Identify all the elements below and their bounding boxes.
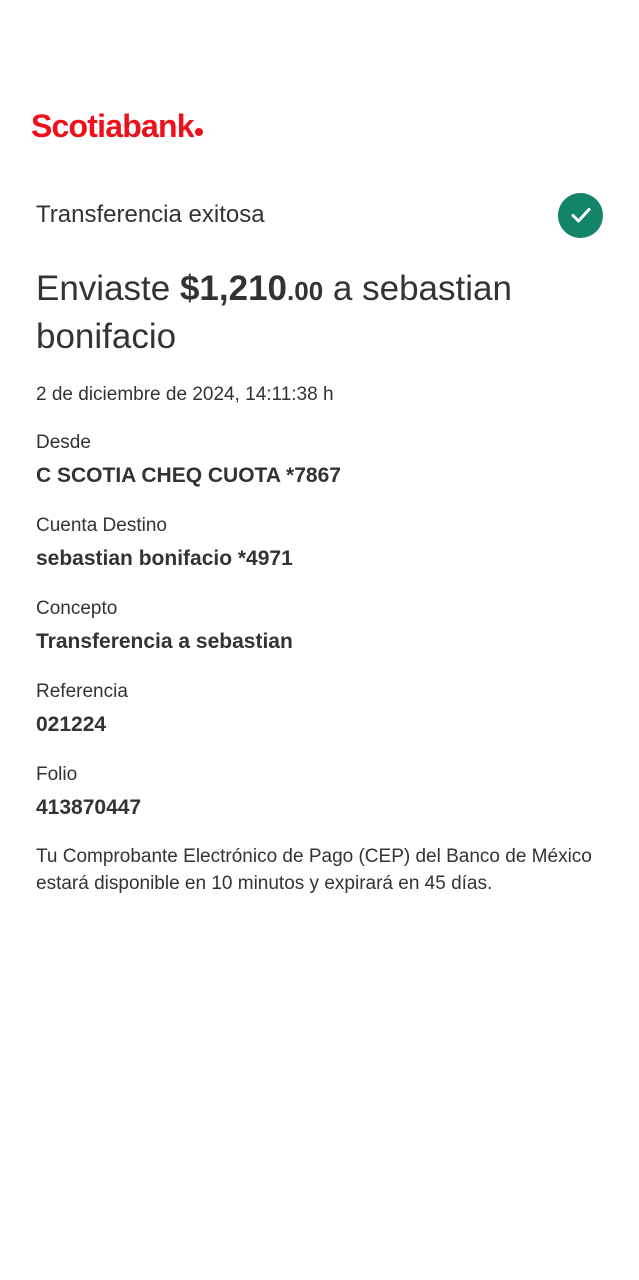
status-row xyxy=(36,192,603,238)
field-referencia-label: Referencia xyxy=(36,681,128,702)
field-concepto-value: Transferencia a sebastian xyxy=(36,630,293,653)
check-icon xyxy=(558,193,603,238)
field-desde xyxy=(36,431,341,489)
field-cuenta-destino-label: Cuenta Destino xyxy=(36,515,167,536)
amount-cents: .00 xyxy=(287,276,324,306)
transfer-datetime: 2 de diciembre de 2024, 14:11:38 h xyxy=(36,384,334,405)
field-folio-label: Folio xyxy=(36,764,78,785)
logo-wordmark: Scotiabank xyxy=(31,108,194,144)
check-mark-icon xyxy=(569,203,593,227)
field-concepto-label: Concepto xyxy=(36,598,118,619)
scotiabank-logo xyxy=(31,106,203,146)
field-desde-label: Desde xyxy=(36,432,91,453)
headline-suffix: a sebastian bonifacio xyxy=(36,269,512,356)
field-concepto xyxy=(36,597,293,655)
status-text: Transferencia exitosa xyxy=(36,201,265,228)
field-folio xyxy=(36,763,141,821)
transfer-summary xyxy=(36,266,596,360)
field-folio-value: 413870447 xyxy=(36,796,142,819)
field-desde-value: C SCOTIA CHEQ CUOTA *7867 xyxy=(36,464,341,487)
headline-prefix: Enviaste xyxy=(36,269,180,308)
logo-dot xyxy=(195,128,203,136)
field-cuenta-destino xyxy=(36,514,293,572)
amount-main: $1,210 xyxy=(179,269,288,308)
cep-notice: Tu Comprobante Electrónico de Pago (CEP) del Banco de México estará disponible en 10 minutos y expirará en 45 días. xyxy=(36,846,592,894)
field-referencia xyxy=(36,680,128,738)
field-cuenta-destino-value: sebastian bonifacio *4971 xyxy=(36,547,293,570)
field-referencia-value: 021224 xyxy=(36,713,107,736)
